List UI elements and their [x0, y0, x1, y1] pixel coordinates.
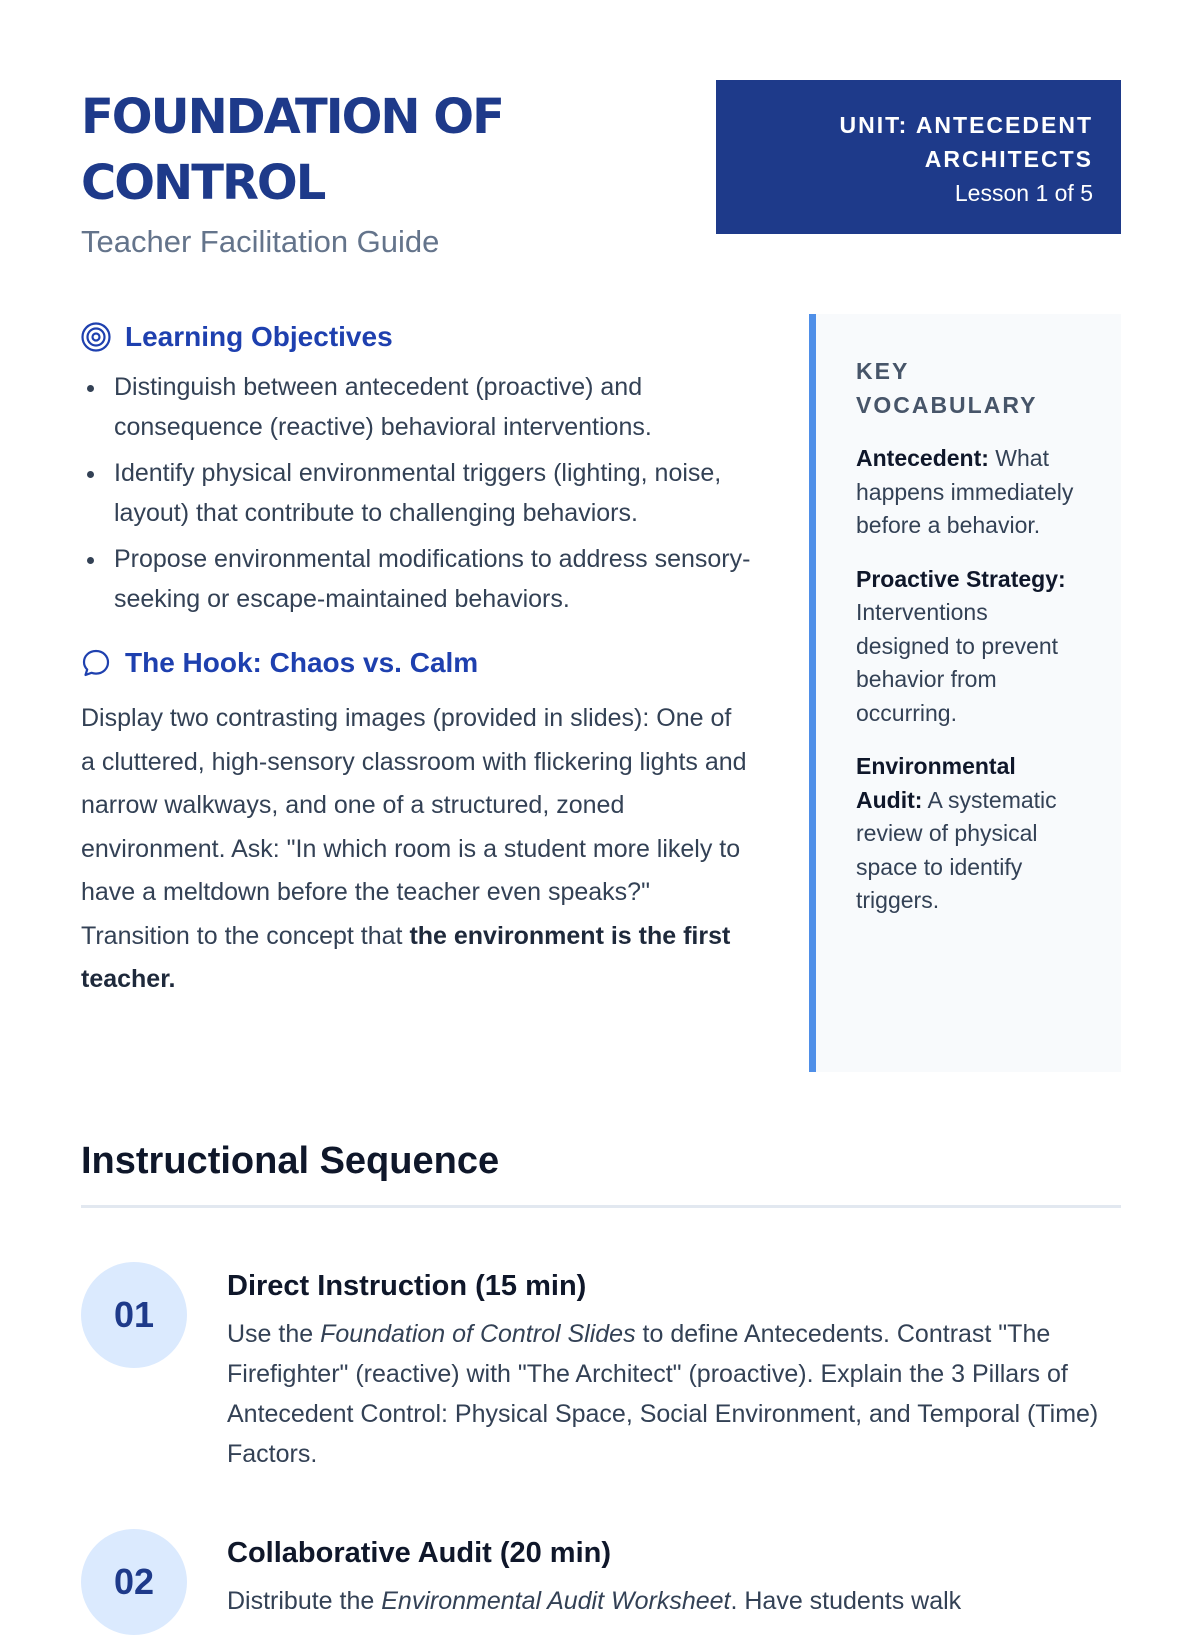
vocabulary-heading-line-2: VOCABULARY: [856, 392, 1038, 418]
step-number-badge: 02: [81, 1529, 187, 1635]
step-number-badge: 01: [81, 1262, 187, 1368]
hook-heading-text: The Hook: Chaos vs. Calm: [125, 647, 479, 678]
title-line-1: FOUNDATION OF: [81, 89, 503, 145]
step-desc-text: . Have students walk: [730, 1587, 962, 1615]
hook-text: Display two contrasting images (provided in slides): One of a cluttered, high-sensory classroom with flickering lights and narrow walkways, and one of a structured, zoned environment. Ask: "In which room is a student more likely to have a meltdown before the teacher even speaks?" Transition to the concept that: [81, 704, 747, 950]
page-subtitle: Teacher Facilitation Guide: [81, 224, 440, 259]
vocab-definition: A systematic review of physical space to identify triggers.: [856, 786, 1057, 913]
list-item: Identify physical environmental triggers (lighting, noise, layout) that contribute to challenging behaviors.: [81, 453, 751, 533]
vocab-item: [856, 442, 1085, 543]
sequence-heading: Instructional Sequence: [81, 1140, 500, 1182]
step-desc-text: to define Antecedents. Contrast "The Firefighter" (reactive) with "The Architect" (proactive). Explain the 3 Pillars of Antecedent Control: Physical Space, Social Environment, and Temporal (Time) Factors.: [227, 1320, 1099, 1468]
step-resource-title: Foundation of Control Slides: [320, 1320, 636, 1348]
vocab-term: Antecedent:: [856, 445, 989, 471]
main-column: [81, 315, 751, 1002]
unit-title: [756, 108, 1093, 176]
step-desc-text: Use the: [227, 1320, 321, 1348]
vocab-definition: Interventions designed to prevent behavior from occurring.: [856, 599, 1059, 726]
unit-title-line-2: ARCHITECTS: [924, 146, 1093, 172]
vocab-term: Environmental Audit:: [856, 753, 1016, 813]
hook-paragraph: [81, 697, 751, 1002]
objectives-heading: [81, 315, 751, 359]
lesson-counter: Lesson 1 of 5: [954, 180, 1093, 206]
step-resource-title: Environmental Audit Worksheet: [381, 1587, 731, 1615]
step-desc-text: Distribute the: [227, 1587, 382, 1615]
step-body: [227, 1529, 1107, 1621]
vocab-item: [856, 750, 1085, 918]
objectives-list: [81, 367, 751, 619]
list-item: Propose environmental modifications to address sensory-seeking or escape-maintained behaviors.: [81, 539, 751, 619]
page-title: [81, 84, 641, 216]
step-description: [227, 1581, 1107, 1621]
step-title: Collaborative Audit (20 min): [227, 1537, 612, 1569]
vocabulary-sidebar: [809, 314, 1121, 1072]
header: [81, 84, 1121, 264]
list-item: Distinguish between antecedent (proactive) and consequence (reactive) behavioral interventions.: [81, 367, 751, 447]
target-icon: [81, 322, 111, 352]
vocabulary-heading-line-1: KEY: [856, 358, 910, 384]
step-description: [227, 1314, 1107, 1474]
step-body: [227, 1262, 1107, 1474]
vocab-term: Proactive Strategy:: [856, 565, 1066, 592]
step-title: Direct Instruction (15 min): [227, 1270, 587, 1302]
section-divider: [81, 1205, 1121, 1208]
vocab-definition: What happens immediately before a behavior.: [856, 445, 1074, 538]
vocabulary-heading: [856, 354, 1085, 422]
speech-bubble-icon: [81, 648, 111, 678]
unit-badge: [716, 80, 1121, 234]
objectives-heading-text: Learning Objectives: [125, 321, 393, 352]
unit-title-line-1: UNIT: ANTECEDENT: [839, 112, 1093, 138]
hook-emphasis: the environment is the first teacher.: [81, 921, 731, 993]
title-line-2: CONTROL: [81, 155, 325, 211]
hook-heading: [81, 641, 751, 685]
vocab-item: [856, 563, 1085, 731]
